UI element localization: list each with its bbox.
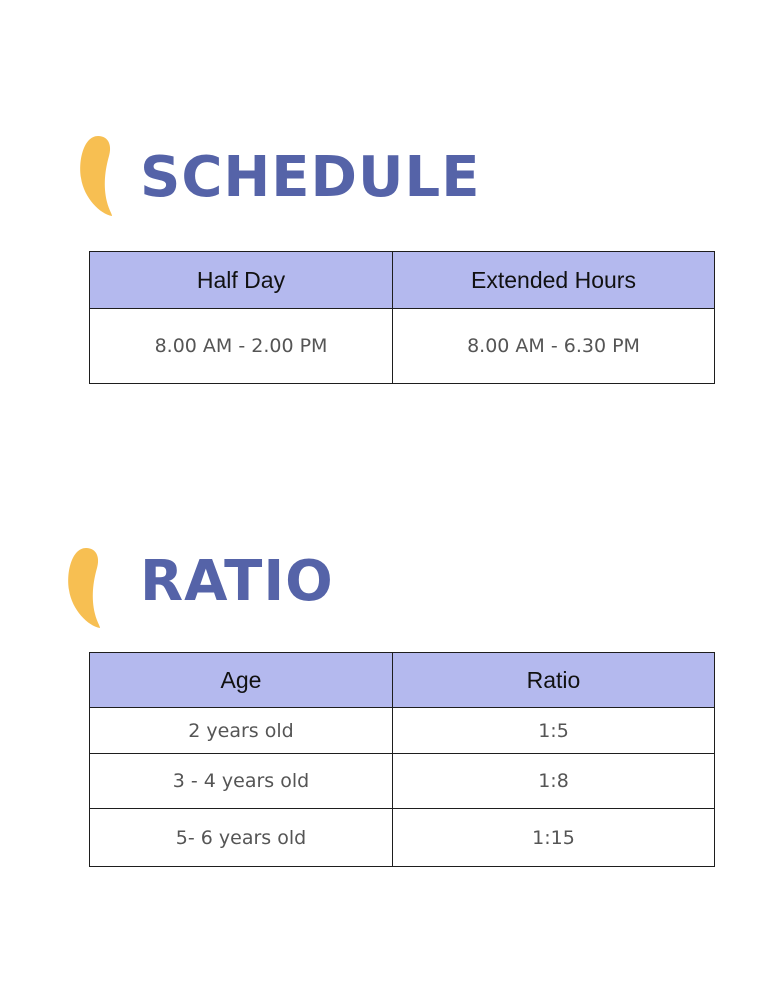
ratio-cell: 1:15	[393, 809, 715, 867]
column-header-ratio: Ratio	[393, 653, 715, 708]
schedule-table	[89, 251, 715, 384]
ratio-header-row	[90, 653, 715, 708]
age-cell: 5- 6 years old	[90, 809, 393, 867]
table-row	[90, 754, 715, 809]
schedule-heading: SCHEDULE	[140, 145, 481, 210]
ratio-cell: 1:5	[393, 708, 715, 754]
table-row	[90, 708, 715, 754]
age-cell: 3 - 4 years old	[90, 754, 393, 809]
extended-hours: 8.00 AM - 6.30 PM	[393, 309, 715, 384]
ratio-heading: RATIO	[140, 549, 334, 614]
table-row	[90, 809, 715, 867]
schedule-header-row	[90, 252, 715, 309]
ratio-cell: 1:8	[393, 754, 715, 809]
ratio-table	[89, 652, 715, 867]
comma-accent-icon	[76, 134, 116, 218]
comma-accent-icon	[64, 546, 104, 630]
table-row	[90, 309, 715, 384]
column-header-half-day: Half Day	[90, 252, 393, 309]
age-cell: 2 years old	[90, 708, 393, 754]
half-day-hours: 8.00 AM - 2.00 PM	[90, 309, 393, 384]
column-header-age: Age	[90, 653, 393, 708]
column-header-extended-hours: Extended Hours	[393, 252, 715, 309]
